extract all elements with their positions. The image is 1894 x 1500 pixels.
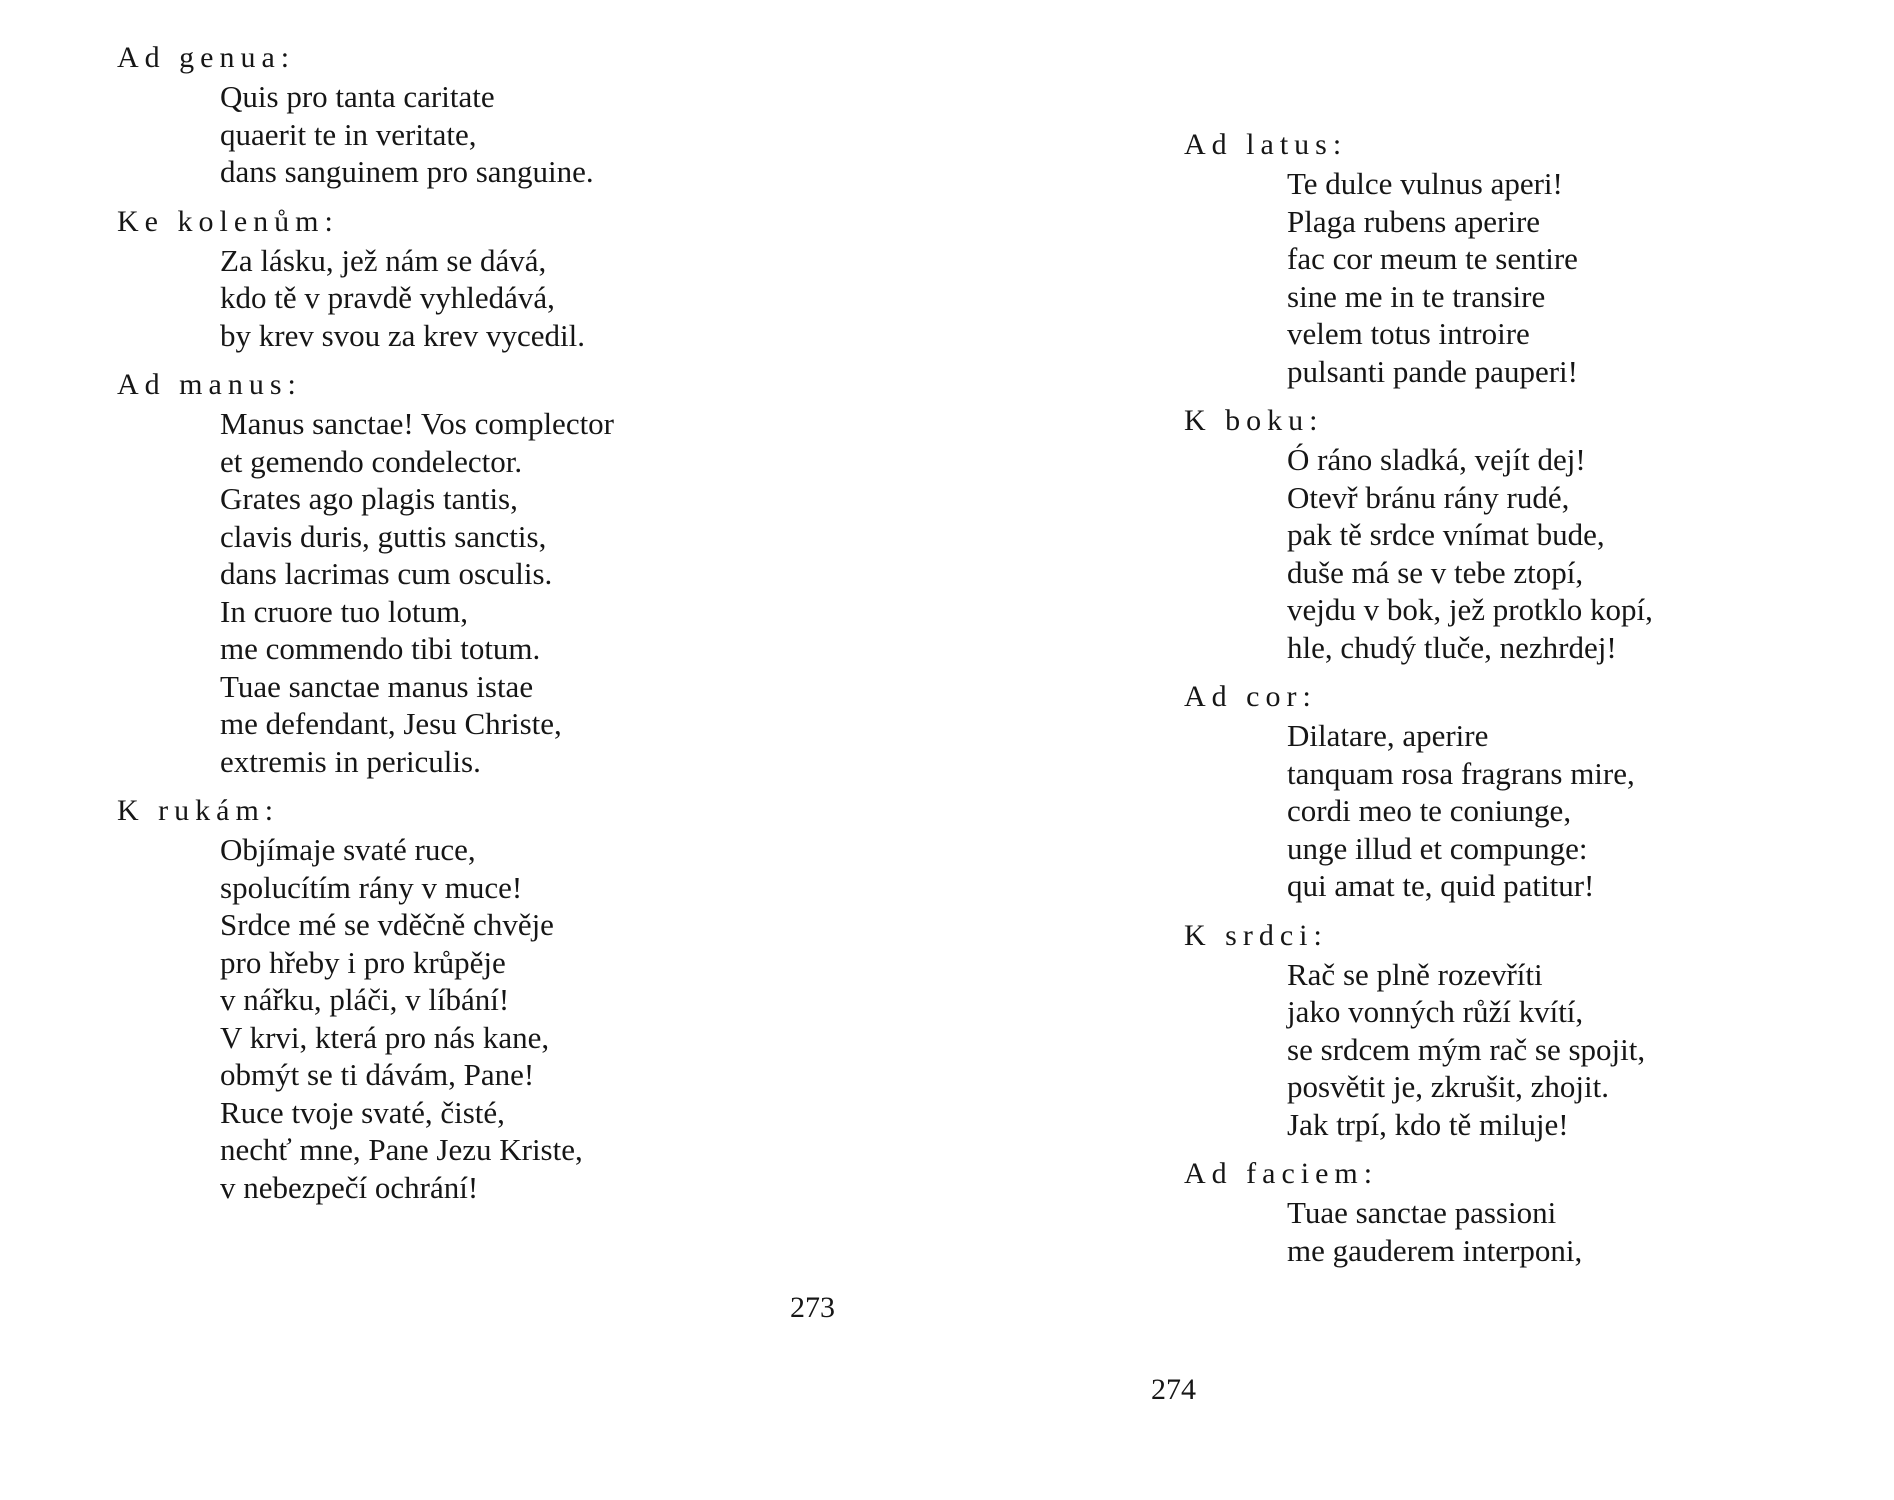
section-heading: Ad manus: — [117, 368, 302, 401]
verse-line: pak tě srdce vnímat bude, — [1287, 517, 1605, 552]
verse-line: dans lacrimas cum osculis. — [220, 556, 553, 591]
verse-line: Manus sanctae! Vos complector — [220, 406, 615, 441]
verse-line: Tuae sanctae passioni — [1287, 1195, 1557, 1230]
section-ad-latus — [1184, 125, 1653, 390]
verse-line: Otevř bránu rány rudé, — [1287, 479, 1570, 515]
verse-line: jako vonných růží kvítí, — [1287, 994, 1584, 1029]
verse-line: pulsanti pande pauperi! — [1287, 353, 1578, 389]
verse-line: In cruore tuo lotum, — [220, 593, 468, 629]
verse-line: Te dulce vulnus aperi! — [1287, 166, 1563, 201]
verse-line: V krvi, která pro nás kane, — [220, 1019, 550, 1055]
verse-line: et gemendo condelector. — [220, 443, 523, 479]
verse-line: fac cor meum te sentire — [1287, 241, 1578, 276]
section-heading: K rukám: — [117, 794, 280, 827]
section-k-boku — [1184, 401, 1653, 666]
verse — [220, 78, 614, 191]
right-page — [947, 0, 1894, 1500]
verse-line: me commendo tibi totum. — [220, 631, 541, 666]
verse-line: hle, chudý tluče, nezhrdej! — [1287, 629, 1617, 665]
verse-line: Objímaje svaté ruce, — [220, 832, 476, 867]
verse — [220, 242, 614, 355]
section-heading: Ke kolenům: — [117, 204, 339, 238]
verse-line: sine me in te transire — [1287, 278, 1546, 314]
section-ad-cor — [1184, 677, 1653, 905]
verse-line: velem totus introire — [1287, 316, 1530, 351]
verse-line: pro hřeby i pro krůpěje — [220, 944, 506, 980]
section-k-srdci — [1184, 916, 1653, 1144]
verse-line: unge illud et compunge: — [1287, 830, 1588, 866]
verse-line: v nářku, pláči, v líbání! — [220, 982, 510, 1017]
section-heading: K boku: — [1184, 404, 1324, 437]
page-number: 274 — [1151, 1373, 1196, 1406]
verse-line: spolucítím rány v muce! — [220, 869, 523, 905]
verse — [1287, 441, 1653, 666]
verse-line: quaerit te in veritate, — [220, 116, 477, 152]
verse-line: tanquam rosa fragrans mire, — [1287, 755, 1635, 791]
verse-line: clavis duris, guttis sanctis, — [220, 518, 547, 554]
verse-line: se srdcem mým rač se spojit, — [1287, 1031, 1646, 1067]
verse-line: qui amat te, quid patitur! — [1287, 868, 1595, 903]
page-number: 273 — [790, 1291, 835, 1324]
right-page-text — [1184, 125, 1653, 1280]
verse-line: Plaga rubens aperire — [1287, 203, 1541, 239]
verse — [220, 405, 614, 780]
verse-line: Za lásku, jež nám se dává, — [220, 242, 547, 278]
verse-line: Jak trpí, kdo tě miluje! — [1287, 1106, 1569, 1142]
verse-line: nechť mne, Pane Jezu Kriste, — [220, 1132, 583, 1167]
section-heading: Ad genua: — [117, 41, 296, 74]
verse-line: duše má se v tebe ztopí, — [1287, 554, 1584, 590]
verse — [220, 831, 614, 1206]
left-page-text — [117, 38, 614, 1217]
verse-line: v nebezpečí ochrání! — [220, 1169, 479, 1205]
verse-line: Srdce mé se vděčně chvěje — [220, 907, 554, 942]
verse-line: Quis pro tanta caritate — [220, 79, 495, 114]
verse-line: me defendant, Jesu Christe, — [220, 706, 562, 741]
section-heading: K srdci: — [1184, 918, 1328, 952]
section-k-rukam — [117, 791, 614, 1206]
section-heading: Ad cor: — [1184, 680, 1317, 713]
section-ad-genua — [117, 38, 614, 191]
section-heading: Ad faciem: — [1184, 1157, 1379, 1190]
verse-line: posvětit je, zkrušit, zhojit. — [1287, 1069, 1610, 1104]
verse-line: Dilatare, aperire — [1287, 718, 1489, 753]
verse — [1287, 956, 1653, 1144]
verse-line: Ruce tvoje svaté, čisté, — [220, 1094, 505, 1130]
section-ke-kolenum — [117, 202, 614, 355]
verse — [1287, 717, 1653, 905]
verse-line: Grates ago plagis tantis, — [220, 481, 518, 516]
verse-line: kdo tě v pravdě vyhledává, — [220, 280, 555, 315]
verse-line: obmýt se ti dávám, Pane! — [220, 1057, 535, 1092]
section-ad-manus — [117, 365, 614, 780]
verse-line: by krev svou za krev vycedil. — [220, 317, 585, 353]
verse-line: cordi meo te coniunge, — [1287, 793, 1572, 828]
verse-line: Tuae sanctae manus istae — [220, 668, 534, 704]
verse-line: Rač se plně rozevříti — [1287, 956, 1543, 992]
section-ad-faciem — [1184, 1154, 1653, 1269]
verse-line: vejdu v bok, jež protklo kopí, — [1287, 592, 1653, 627]
verse — [1287, 165, 1653, 390]
verse-line: dans sanguinem pro sanguine. — [220, 154, 594, 189]
verse-line: me gauderem interponi, — [1287, 1232, 1583, 1268]
verse-line: Ó ráno sladká, vejít dej! — [1287, 442, 1586, 477]
verse-line: extremis in periculis. — [220, 743, 481, 779]
verse — [1287, 1194, 1653, 1269]
section-heading: Ad latus: — [1184, 128, 1348, 161]
